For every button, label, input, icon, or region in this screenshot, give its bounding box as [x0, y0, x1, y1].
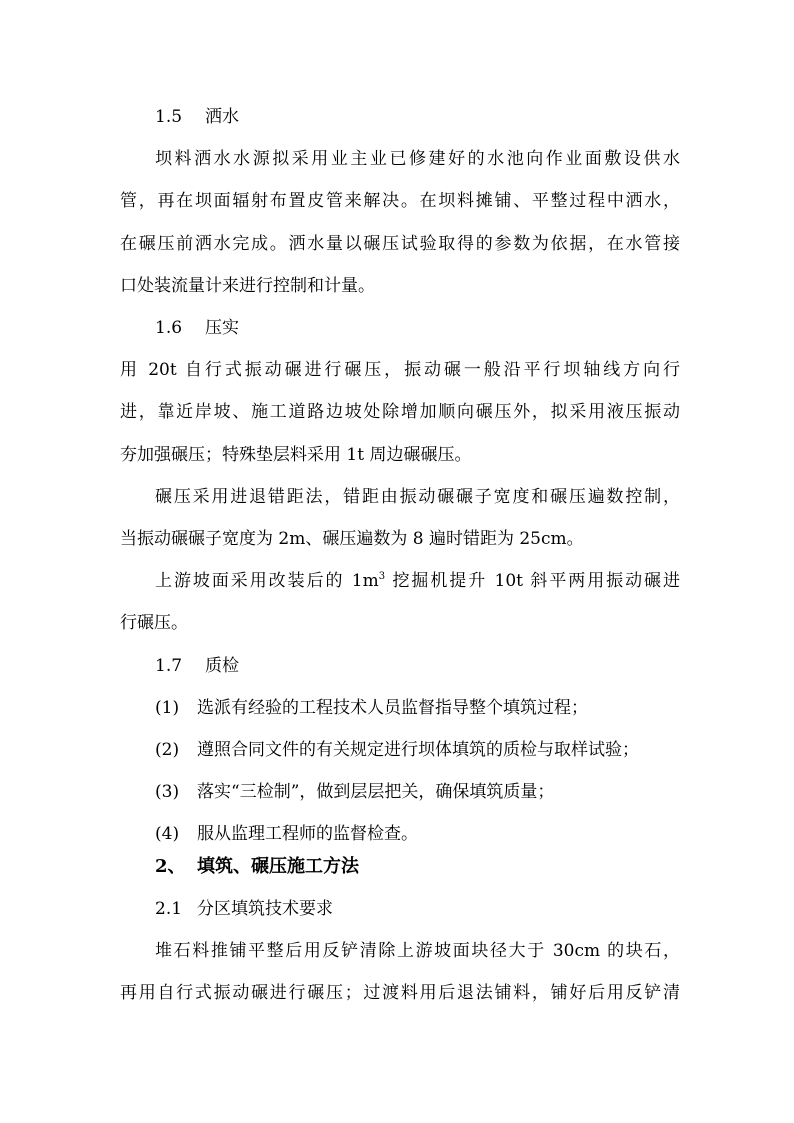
- list-item-text: 服从监理工程师的监督检查。: [197, 824, 418, 844]
- heading-number: 2.1: [155, 899, 183, 919]
- paragraph-line: 碾压采用进退错距法，错距由振动碾碾子宽度和碾压遍数控制，: [155, 487, 680, 507]
- heading-2-1: [155, 891, 680, 927]
- heading-1-7: [155, 648, 680, 684]
- list-item-text: 落实“三检制”，做到层层把关，确保填筑质量；: [197, 782, 555, 802]
- list-item-number: (1): [155, 698, 180, 718]
- paragraph-line: 坝料洒水水源拟采用业主业已修建好的水池向作业面敷设供水: [155, 149, 680, 169]
- paragraph-line: 口处装流量计来进行控制和计量。: [120, 276, 375, 296]
- heading-title: 分区填筑技术要求: [197, 899, 333, 919]
- superscript: 3: [378, 571, 386, 582]
- paragraph-line: 管，再在坝面辐射布置皮管来解决。在坝料摊铺、平整过程中洒水，: [120, 191, 680, 211]
- text-run: 挖掘机提升 10t 斜平两用振动碾进: [385, 571, 680, 591]
- heading-number: 1.7: [155, 656, 183, 676]
- heading-title: 填筑、碾压施工方法: [197, 856, 359, 877]
- paragraph-line: 用 20t 自行式振动碾进行碾压，振动碾一般沿平行坝轴线方向行: [120, 360, 680, 380]
- text-run: 上游坡面采用改装后的 1m: [155, 571, 379, 591]
- paragraph-line: 在碾压前洒水完成。洒水量以碾压试验取得的参数为依据，在水管接: [120, 234, 680, 254]
- paragraph-line: 进，靠近岸坡、施工道路边坡处除增加顺向碾压外，拟采用液压振动: [120, 402, 680, 422]
- list-item: [155, 774, 680, 810]
- paragraph-line: [155, 563, 680, 599]
- heading-2: [155, 849, 680, 885]
- heading-1-5: [155, 99, 680, 135]
- heading-title: 压实: [205, 318, 239, 338]
- list-item-text: 遵照合同文件的有关规定进行坝体填筑的质检与取样试验；: [197, 740, 639, 760]
- list-item-number: (3): [155, 782, 180, 802]
- list-item-text: 选派有经验的工程技术人员监督指导整个填筑过程；: [197, 698, 588, 718]
- paragraph-line: 行碾压。: [120, 613, 188, 633]
- heading-number: 1.5: [155, 107, 183, 127]
- paragraph-line: 当振动碾碾子宽度为 2m、碾压遍数为 8 遍时错距为 25cm。: [120, 529, 584, 549]
- heading-1-6: [155, 310, 680, 346]
- paragraph-line: 堆石料推铺平整后用反铲清除上游坡面块径大于 30cm 的块石，: [155, 941, 680, 961]
- list-item-number: (2): [155, 740, 180, 760]
- heading-title: 质检: [205, 656, 239, 676]
- list-item: [155, 690, 680, 726]
- list-item-number: (4): [155, 824, 180, 844]
- list-item: [155, 816, 680, 852]
- paragraph-line: 夯加强碾压；特殊垫层料采用 1t 周边碾碾压。: [120, 445, 472, 465]
- heading-title: 洒水: [205, 107, 239, 127]
- list-item: [155, 732, 695, 768]
- heading-number: 2、: [155, 856, 186, 877]
- heading-number: 1.6: [155, 318, 183, 338]
- paragraph-line: 再用自行式振动碾进行碾压；过渡料用后退法铺料，铺好后用反铲清: [120, 983, 680, 1003]
